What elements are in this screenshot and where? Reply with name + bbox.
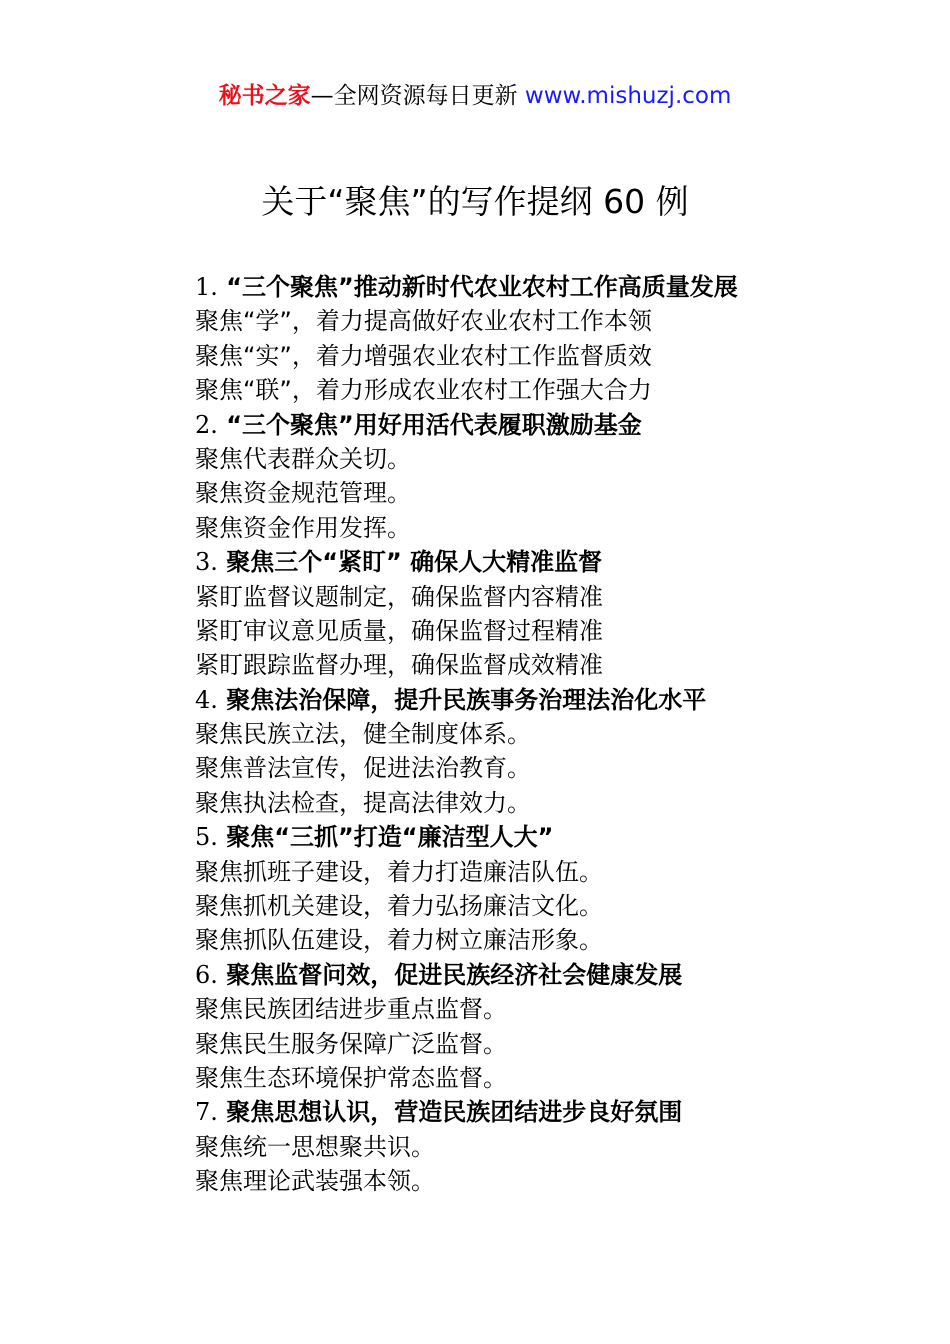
site-url-link[interactable]: www.mishuzj.com — [524, 83, 732, 109]
outline-item: 聚焦抓队伍建设，着力树立廉洁形象。 — [195, 926, 603, 955]
outline-item: 聚焦“学”，着力提高做好农业农村工作本领 — [195, 307, 652, 336]
section-heading-text: “三个聚焦”用好用活代表履职激励基金 — [226, 410, 642, 439]
outline-item: 聚焦民族团结进步重点监督。 — [195, 995, 507, 1024]
section-heading-text: 聚焦三个“紧盯” 确保人大精准监督 — [226, 548, 603, 577]
outline-item: 聚焦“联”，着力形成农业农村工作强大合力 — [195, 376, 652, 405]
section-heading-text: 聚焦监督问效，促进民族经济社会健康发展 — [226, 960, 683, 989]
outline-item: 聚焦民族立法，健全制度体系。 — [195, 720, 531, 749]
brand-name: 秘书之家 — [218, 83, 311, 109]
section-number: 1. — [195, 273, 218, 301]
section-heading-text: 聚焦“三抓”打造“廉洁型人大” — [226, 823, 554, 852]
site-header — [0, 80, 950, 112]
outline-item: 聚焦理论武装强本领。 — [195, 1167, 435, 1196]
section-heading — [195, 270, 895, 304]
outline-item: 紧盯审议意见质量，确保监督过程精准 — [195, 616, 603, 645]
outline-item: 聚焦抓班子建设，着力打造廉洁队伍。 — [195, 857, 603, 886]
section-heading — [195, 820, 895, 854]
section-number: 3. — [195, 548, 218, 577]
outline-item: 紧盯跟踪监督办理，确保监督成效精准 — [195, 651, 603, 680]
section-heading-text: 聚焦思想认识，营造民族团结进步良好氛围 — [226, 1098, 683, 1127]
section-heading — [195, 958, 895, 992]
outline-item: 聚焦民生服务保障广泛监督。 — [195, 1029, 507, 1058]
outline-item: 聚焦“实”，着力增强农业农村工作监督质效 — [195, 341, 652, 370]
section-number: 7. — [195, 1098, 218, 1127]
outline-item: 聚焦抓机关建设，着力弘扬廉洁文化。 — [195, 892, 603, 921]
document-title: 关于“聚焦”的写作提纲 60 例 — [261, 182, 689, 221]
section-heading — [195, 408, 895, 442]
section-heading-text: “三个聚焦”推动新时代农业农村工作高质量发展 — [226, 273, 738, 301]
section-heading — [195, 545, 895, 579]
section-number: 2. — [195, 410, 218, 439]
outline-body — [195, 270, 895, 1199]
section-heading-text: 聚焦法治保障，提升民族事务治理法治化水平 — [226, 685, 707, 714]
section-number: 5. — [195, 823, 218, 852]
section-heading — [195, 683, 895, 717]
outline-item: 聚焦代表群众关切。 — [195, 444, 411, 473]
outline-item: 聚焦生态环境保护常态监督。 — [195, 1063, 507, 1092]
outline-item: 聚焦资金规范管理。 — [195, 479, 411, 508]
section-number: 6. — [195, 960, 218, 989]
outline-item: 聚焦执法检查，提高法律效力。 — [195, 788, 531, 817]
section-heading — [195, 1095, 895, 1129]
outline-item: 聚焦普法宣传，促进法治教育。 — [195, 754, 531, 783]
outline-item: 紧盯监督议题制定，确保监督内容精准 — [195, 582, 603, 611]
outline-item: 聚焦资金作用发挥。 — [195, 513, 411, 542]
outline-item: 聚焦统一思想聚共识。 — [195, 1132, 435, 1161]
header-tagline: —全网资源每日更新 — [310, 83, 525, 109]
section-number: 4. — [195, 685, 218, 714]
